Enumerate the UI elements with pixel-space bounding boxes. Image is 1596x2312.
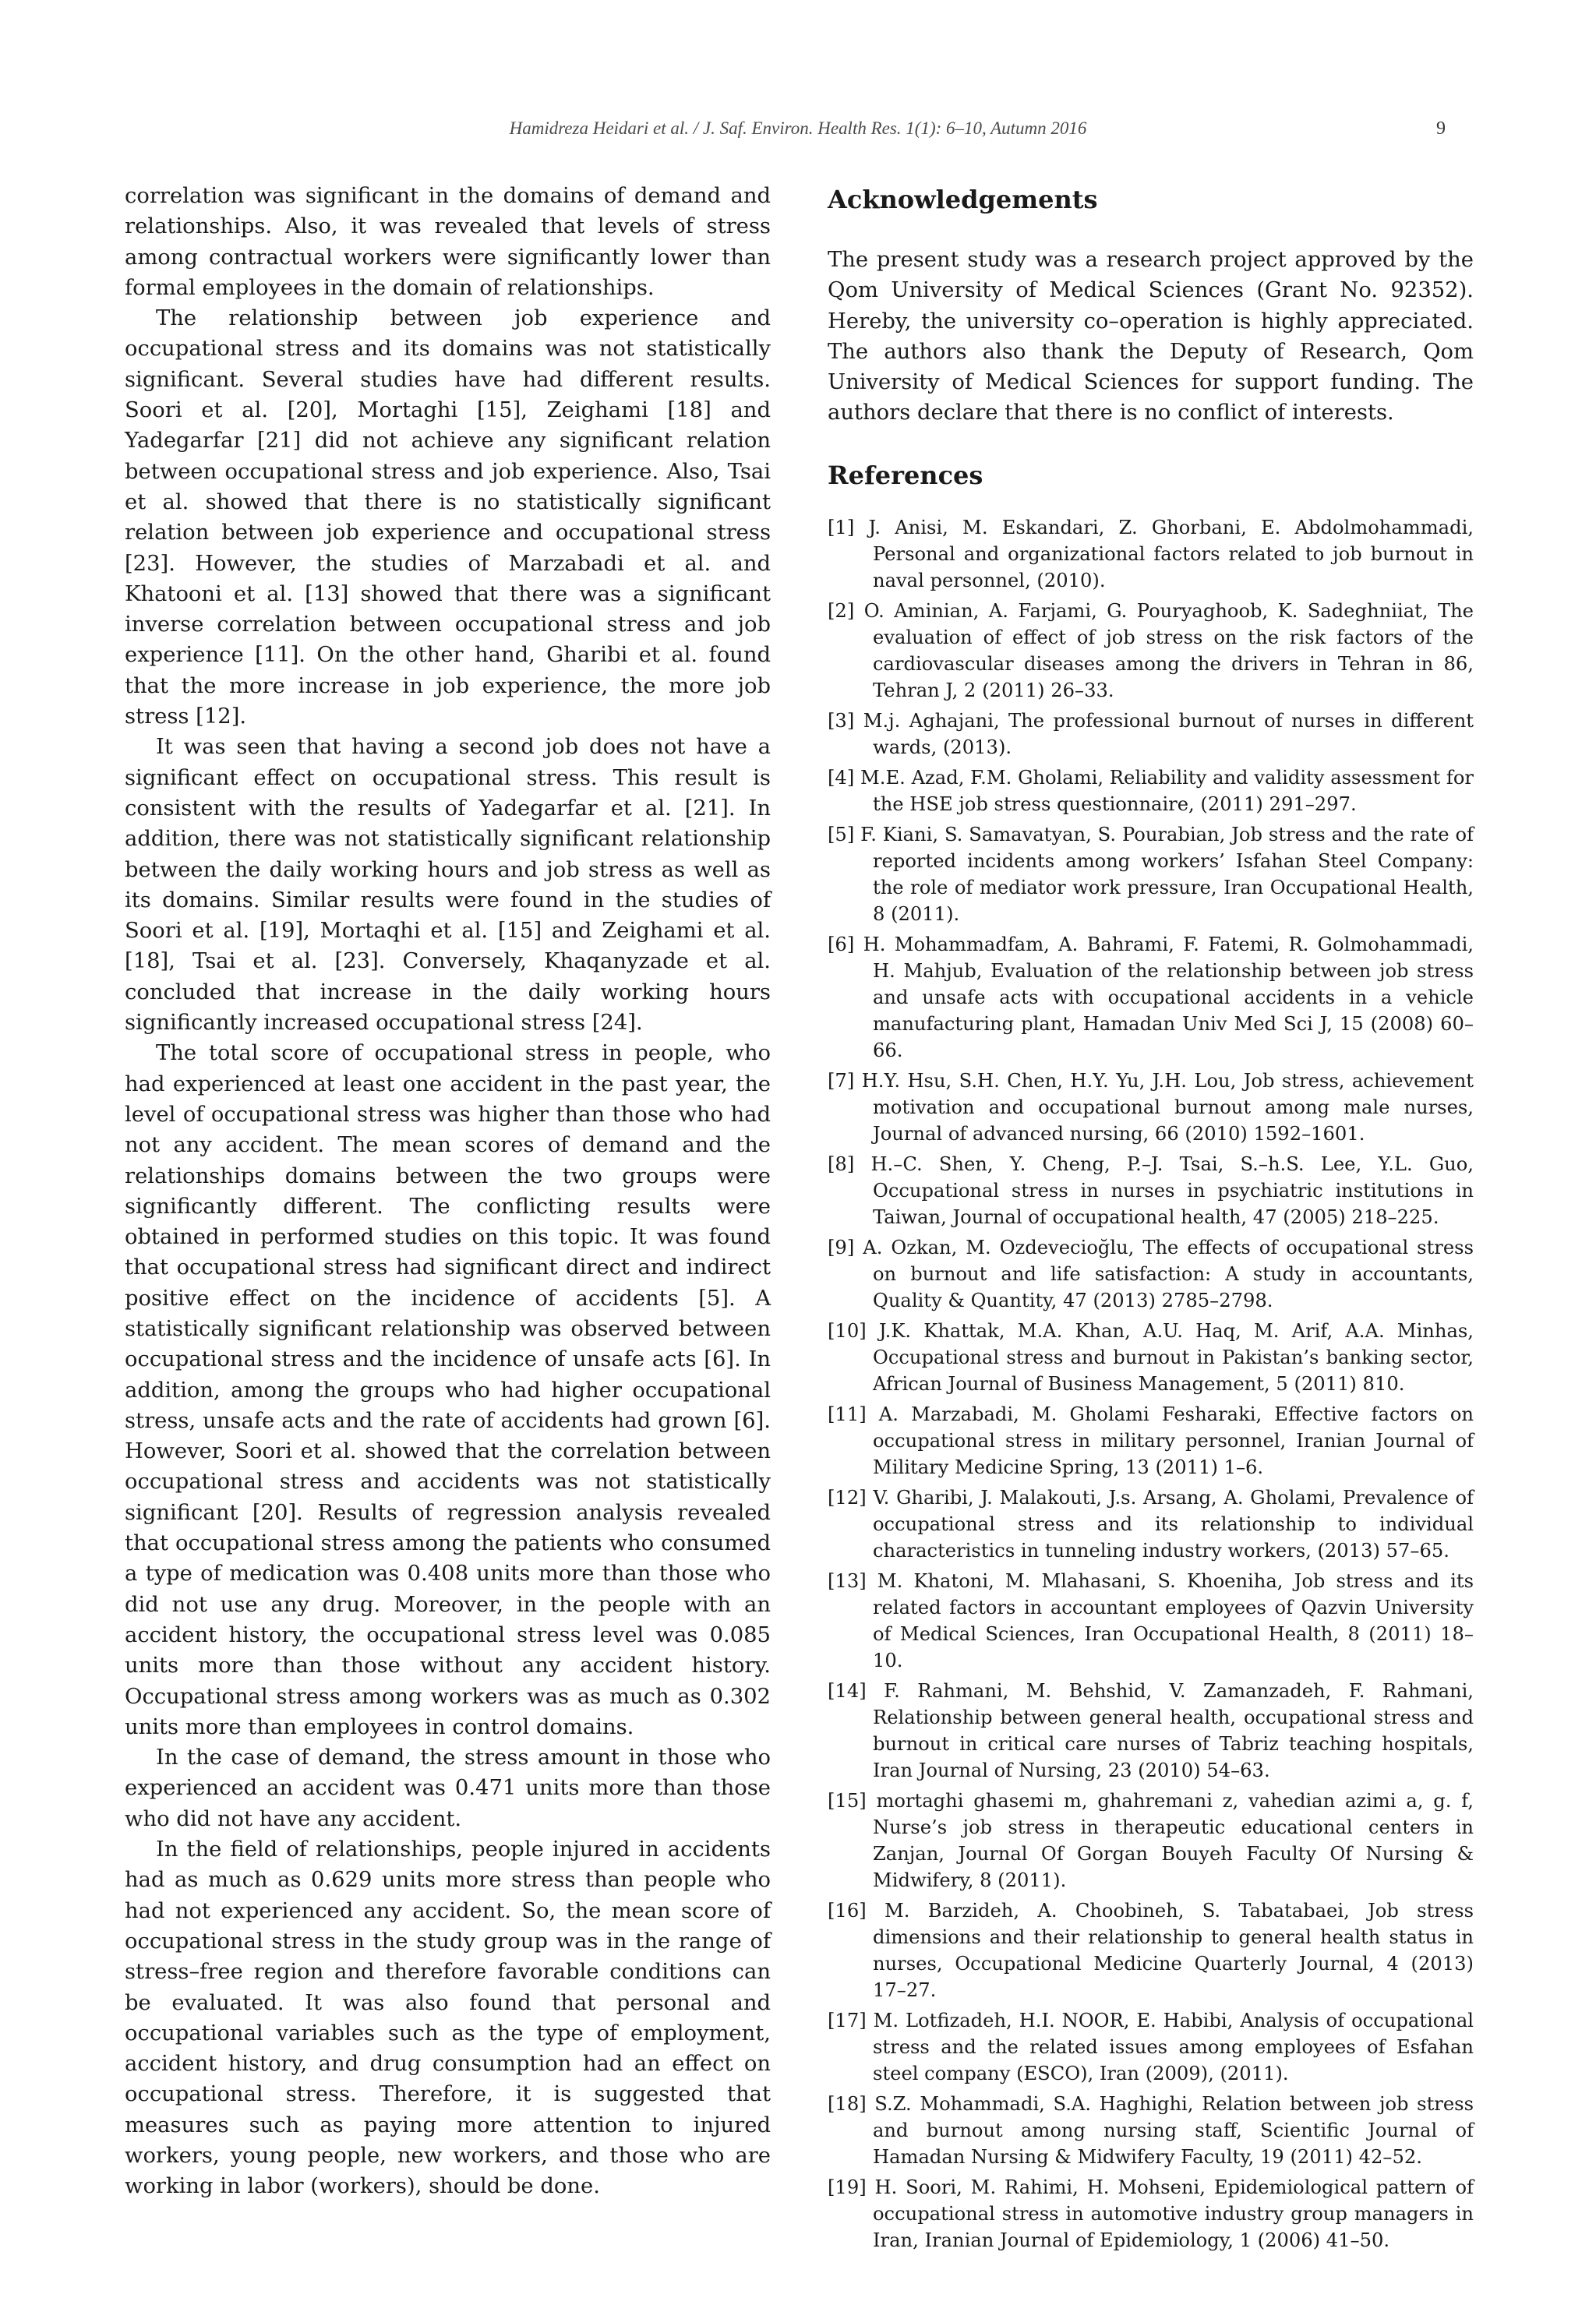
reference-item — [828, 1151, 1474, 1230]
body-paragraph: correlation was significant in the domains of demand and relationships. Also, it was revealed that levels of stress among contractual workers were significantly lower than formal employees in the domain of relationships. — [125, 184, 771, 300]
reference-item — [828, 1568, 1474, 1674]
reference-item — [828, 1234, 1474, 1314]
reference-number: [16] — [828, 1899, 867, 1922]
acknowledgements-text: The present study was a research project approved by the Qom University of Medical Sciences (Grant No. 92352). Hereby, the university co–operation is highly appreciated. The authors also thank the Deputy of Research, Qom University of Medical Sciences for support funding. The authors declare that there is no conflict of interests. — [828, 248, 1474, 425]
reference-item — [828, 764, 1474, 817]
reference-text: M. Khatoni, M. Mlahasani, S. Khoeniha, Job stress and its related factors in accountant employees of Qazvin University of Medical Sciences, Iran Occupational Health, 8 (2011) 18–10. — [866, 1569, 1474, 1671]
reference-text: O. Aminian, A. Farjami, G. Pouryaghoob, K. Sadeghniiat, The evaluation of effect of job stress on the risk factors of the cardiovascular diseases among the drivers in Tehran in 86, Tehran J, 2 (2011) 26–33. — [854, 599, 1474, 701]
reference-item — [828, 1788, 1474, 1894]
reference-text: M.E. Azad, F.M. Gholami, Reliability and validity assessment for the HSE job stress questionnaire, (2011) 291–297. — [854, 766, 1474, 815]
reference-item — [828, 2174, 1474, 2254]
reference-text: H. Soori, M. Rahimi, H. Mohseni, Epidemiological pattern of occupational stress in automotive industry group managers in Iran, Iranian Journal of Epidemiology, 1 (2006) 41–50. — [866, 2176, 1474, 2251]
reference-number: [9] — [828, 1236, 855, 1258]
reference-text: M. Lotfizadeh, H.I. NOOR, E. Habibi, Analysis of occupational stress and the related issues among employees of Esfahan steel company (ESCO), Iran (2009), (2011). — [866, 2009, 1474, 2084]
reference-text: mortaghi ghasemi m, ghahremani z, vahedian azimi a, g. f, Nurse’s job stress in therapeutic educational centers in Zanjan, Journal Of Gorgan Bouyeh Faculty Of Nursing & Midwifery, 8 (2011). — [866, 1789, 1474, 1891]
reference-text: A. Ozkan, M. Ozdevecioğlu, The effects of occupational stress on burnout and life satisfaction: A study in accountants, Quality & Quantity, 47 (2013) 2785–2798. — [854, 1236, 1474, 1311]
reference-text: H.Y. Hsu, S.H. Chen, H.Y. Yu, J.H. Lou, Job stress, achievement motivation and occupational burnout among male nurses, Journal of advanced nursing, 66 (2010) 1592–1601. — [854, 1069, 1474, 1145]
reference-item — [828, 598, 1474, 704]
reference-text: S.Z. Mohammadi, S.A. Haghighi, Relation between job stress and burnout among nursing staff, Scientific Journal of Hamadan Nursing & Midwifery Faculty, 19 (2011) 42–52. — [866, 2092, 1474, 2168]
reference-list — [828, 514, 1474, 2254]
running-head: Hamidreza Heidari et al. / J. Saf. Environ. Health Res. 1(1): 6–10, Autumn 2016 — [509, 118, 1087, 138]
reference-item — [828, 821, 1474, 927]
reference-text: H.–C. Shen, Y. Cheng, P.–J. Tsai, S.–h.S. Lee, Y.L. Guo, Occupational stress in nurses in psychiatric institutions in Taiwan, Journal of occupational health, 47 (2005) 218–225. — [854, 1152, 1474, 1228]
reference-number: [8] — [828, 1152, 855, 1175]
reference-item — [828, 1897, 1474, 2003]
reference-number: [2] — [828, 599, 855, 622]
reference-number: [10] — [828, 1319, 867, 1342]
reference-text: F. Rahmani, M. Behshid, V. Zamanzadeh, F. Rahmani, Relationship between general health, occupational stress and burnout in critical care nurses of Tabriz teaching hospitals, Iran Journal of Nursing, 23 (2010) 54–63. — [866, 1679, 1474, 1781]
reference-number: [15] — [828, 1789, 867, 1812]
reference-number: [1] — [828, 516, 855, 538]
reference-number: [13] — [828, 1569, 867, 1592]
reference-number: [4] — [828, 766, 855, 789]
body-paragraph: It was seen that having a second job does not have a significant effect on occupational stress. This result is consistent with the results of Yadegarfar et al. [21]. In addition, there was not statistically significant relationship between the daily working hours and job stress as well as its domains. Similar results were found in the studies of Soori et al. [19], Mortaqhi et al. [15] and Zeighami et al. [18], Tsai et al. [23]. Conversely, Khaqanyzade et al. concluded that increase in the daily working hours significantly increased occupational stress [24]. — [125, 735, 771, 1036]
reference-number: [3] — [828, 709, 855, 732]
reference-number: [17] — [828, 2009, 867, 2031]
reference-item — [828, 514, 1474, 594]
reference-number: [18] — [828, 2092, 867, 2115]
reference-number: [7] — [828, 1069, 855, 1092]
reference-number: [11] — [828, 1403, 867, 1425]
reference-item — [828, 931, 1474, 1064]
body-paragraph: In the field of relationships, people injured in accidents had as much as 0.629 units more stress than people who had not experienced any accident. So, the mean score of occupational stress in the study group was in the range of stress–free region and therefore favorable conditions can be evaluated. It was also found that personal and occupational variables such as the type of employment, accident history, and drug consumption had an effect on occupational stress. Therefore, it is suggested that measures such as paying more attention to injured workers, young people, new workers, and those who are working in labor (workers), should be done. — [125, 1837, 771, 2199]
body-paragraph: In the case of demand, the stress amount in those who experienced an accident was 0.471 units more than those who did not have any accident. — [125, 1745, 771, 1831]
reference-text: J. Anisi, M. Eskandari, Z. Ghorbani, E. Abdolmohammadi, Personal and organizational factors related to job burnout in naval personnel, (2010). — [854, 516, 1474, 591]
reference-number: [5] — [828, 823, 855, 845]
reference-item — [828, 2091, 1474, 2170]
references-heading: References — [828, 460, 983, 490]
reference-text: H. Mohammadfam, A. Bahrami, F. Fatemi, R. Golmohammadi, H. Mahjub, Evaluation of the relationship between job stress and unsafe acts with occupational accidents in a vehicle manufacturing plant, Hamadan Univ Med Sci J, 15 (2008) 60–66. — [854, 933, 1474, 1061]
reference-item — [828, 1318, 1474, 1397]
reference-item — [828, 1678, 1474, 1784]
reference-text: V. Gharibi, J. Malakouti, J.s. Arsang, A. Gholami, Prevalence of occupational stress and its relationship to individual characteristics in tunneling industry workers, (2013) 57–65. — [866, 1486, 1474, 1562]
body-paragraph: The relationship between job experience and occupational stress and its domains was not statistically significant. Several studies have had different results. Soori et al. [20], Mortaghi [15], Zeighami [18] and Yadegarfar [21] did not achieve any significant relation between occupational stress and job experience. Also, Tsai et al. showed that there is no statistically significant relation between job experience and occupational stress [23]. However, the studies of Marzabadi et al. and Khatooni et al. [13] showed that there was a significant inverse correlation between occupational stress and job experience [11]. On the other hand, Gharibi et al. found that the more increase in job experience, the more job stress [12]. — [125, 306, 771, 729]
reference-item — [828, 2007, 1474, 2087]
reference-number: [19] — [828, 2176, 867, 2198]
reference-number: [12] — [828, 1486, 867, 1509]
acknowledgements-heading: Acknowledgements — [828, 185, 1098, 214]
page-number: 9 — [1436, 118, 1446, 139]
reference-text: M.j. Aghajani, The professional burnout of nurses in different wards, (2013). — [854, 709, 1474, 758]
reference-item — [828, 708, 1474, 761]
reference-text: F. Kiani, S. Samavatyan, S. Pourabian, Job stress and the rate of reported incidents among workers’ Isfahan Steel Company: the role of mediator work pressure, Iran Occupational Health, 8 (2011). — [854, 823, 1474, 925]
reference-text: M. Barzideh, A. Choobineh, S. Tabatabaei, Job stress dimensions and their relationship to general health status in nurses, Occupational Medicine Quarterly Journal, 4 (2013) 17–27. — [866, 1899, 1474, 2001]
reference-text: J.K. Khattak, M.A. Khan, A.U. Haq, M. Arif, A.A. Minhas, Occupational stress and burnout in Pakistan’s banking sector, African Journal of Business Management, 5 (2011) 810. — [866, 1319, 1474, 1395]
reference-item — [828, 1401, 1474, 1481]
reference-item — [828, 1068, 1474, 1147]
reference-item — [828, 1484, 1474, 1564]
body-paragraph: The total score of occupational stress in people, who had experienced at least one accident in the past year, the level of occupational stress was higher than those who had not any accident. The mean scores of demand and the relationships domains between the two groups were significantly different. The conflicting results were obtained in performed studies on this topic. It was found that occupational stress had significant direct and indirect positive effect on the incidence of accidents [5]. A statistically significant relationship was observed between occupational stress and the incidence of unsafe acts [6]. In addition, among the groups who had higher occupational stress, unsafe acts and the rate of accidents had grown [6]. However, Soori et al. showed that the correlation between occupational stress and accidents was not statistically significant [20]. Results of regression analysis revealed that occupational stress among the patients who consumed a type of medication was 0.408 units more than those who did not use any drug. Moreover, in the people with an accident history, the occupational stress level was 0.085 units more than those without any accident history. Occupational stress among workers was as much as 0.302 units more than employees in control domains. — [125, 1041, 771, 1739]
reference-number: [14] — [828, 1679, 867, 1702]
left-column — [125, 181, 771, 2202]
reference-number: [6] — [828, 933, 855, 955]
right-column — [828, 181, 1474, 2257]
page-header — [0, 118, 1596, 150]
reference-text: A. Marzabadi, M. Gholami Fesharaki, Effective factors on occupational stress in military personnel, Iranian Journal of Military Medicine Spring, 13 (2011) 1–6. — [866, 1403, 1474, 1478]
